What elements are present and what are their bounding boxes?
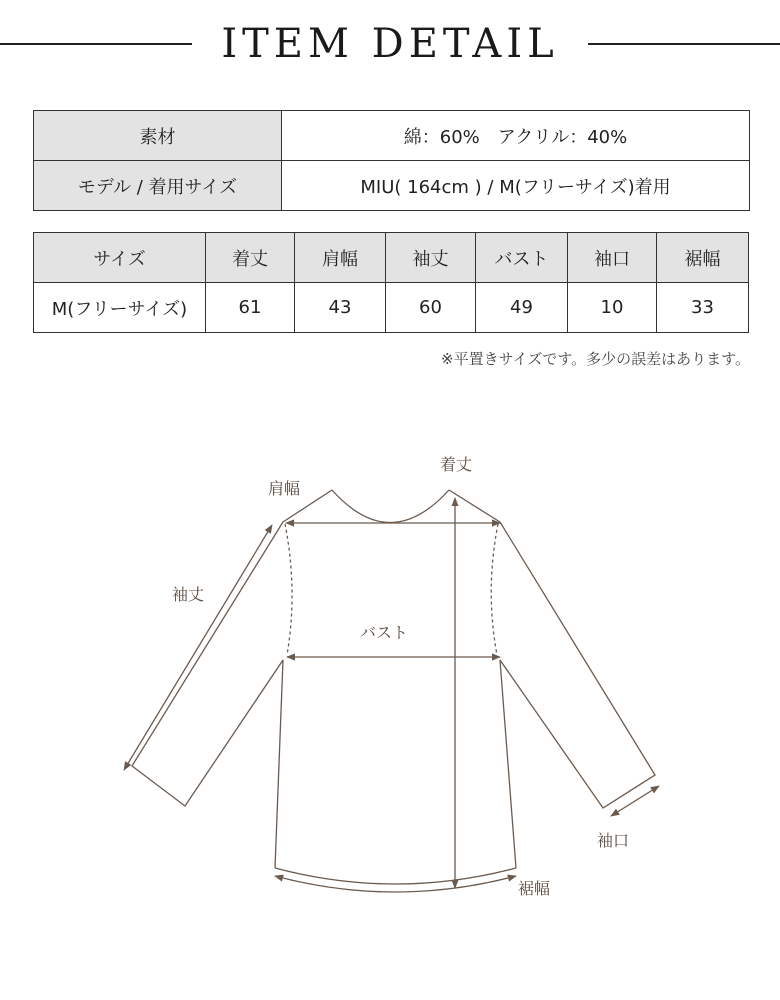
sleeve-arrow	[124, 525, 272, 770]
material-label: 素材	[34, 111, 282, 161]
size-cell: 60	[386, 283, 476, 333]
size-cell: 43	[295, 283, 386, 333]
size-cell: 61	[206, 283, 295, 333]
left-sleeve	[132, 522, 283, 806]
material-table	[33, 110, 750, 211]
page-header	[0, 0, 780, 90]
size-table-row	[34, 283, 749, 333]
garment-diagram	[0, 430, 780, 950]
size-header-cell: 袖丈	[386, 233, 476, 283]
material-row	[34, 111, 750, 161]
size-header-cell: サイズ	[34, 233, 206, 283]
size-header-cell: 袖口	[568, 233, 657, 283]
header-rule-left	[0, 43, 192, 45]
size-header-cell: 肩幅	[295, 233, 386, 283]
model-value: MIU( 164cm ) / M(フリーサイズ)着用	[282, 161, 750, 211]
size-cell: 33	[657, 283, 749, 333]
header-rule-right	[588, 43, 780, 45]
page-title: ITEM DETAIL	[221, 21, 559, 67]
body-right-side	[500, 660, 516, 868]
shoulder-label: 肩幅	[268, 479, 301, 498]
size-header-cell: バスト	[476, 233, 568, 283]
size-cell: M(フリーサイズ)	[34, 283, 206, 333]
measurement-arrows	[124, 498, 659, 892]
right-shoulder-line	[449, 490, 500, 522]
model-row	[34, 161, 750, 211]
body-left-side	[275, 660, 283, 868]
size-table	[33, 232, 749, 333]
size-table-header-row	[34, 233, 749, 283]
size-header-cell: 裾幅	[657, 233, 749, 283]
right-armhole-seam	[491, 524, 498, 655]
size-cell: 10	[568, 283, 657, 333]
material-value: 綿：60% アクリル：40%	[282, 111, 750, 161]
right-sleeve	[500, 522, 655, 808]
model-label: モデル / 着用サイズ	[34, 161, 282, 211]
size-header-cell: 着丈	[206, 233, 295, 283]
bust-label: バスト	[360, 623, 409, 642]
size-cell: 49	[476, 283, 568, 333]
hem-line	[275, 868, 516, 884]
length-label: 着丈	[440, 455, 473, 474]
measurement-note: ※平置きサイズです。多少の誤差はあります。	[441, 350, 750, 368]
cuff-arrow	[611, 786, 659, 816]
hem-label: 裾幅	[518, 879, 551, 898]
neckline	[332, 490, 449, 523]
shirt-outline	[132, 490, 655, 884]
sleeve-label: 袖丈	[172, 585, 205, 604]
cuff-label: 袖口	[597, 831, 630, 850]
left-armhole-seam	[285, 524, 292, 655]
